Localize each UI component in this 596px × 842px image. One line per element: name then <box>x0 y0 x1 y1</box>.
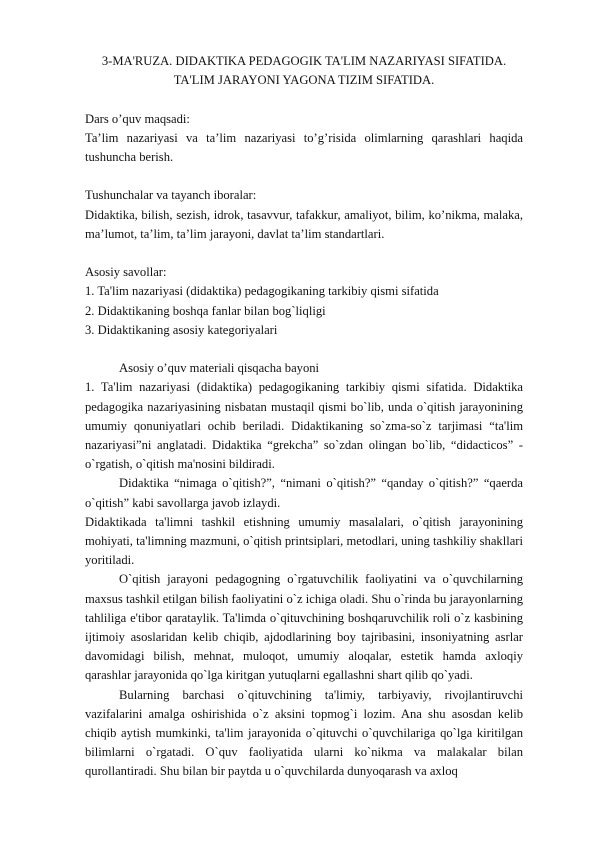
question-item: 1. Ta'lim nazariyasi (didaktika) pedagogikaning tarkibiy qismi sifatida <box>85 284 439 299</box>
material-heading: Asosiy o’quv materiali qisqacha bayoni <box>119 361 320 376</box>
material-paragraph: Didaktikada ta'limni tashkil etishning umumiy masalalari, o`qitish jarayonining mohiyati, ta'limning mazmuni, o`qitish printsiplari, metodlari, uning tashkiliy shakllari yoritiladi. <box>85 514 523 568</box>
terms-section <box>85 186 523 244</box>
material-section <box>85 359 523 781</box>
questions-heading: Asosiy savollar: <box>85 265 167 280</box>
document-page <box>85 52 523 782</box>
terms-text: Didaktika, bilish, sezish, idrok, tasavvur, tafakkur, amaliyot, bilim, ko’nikma, malaka, ma’lumot, ta’lim, ta’lim jarayoni, davlat ta’lim standartlari. <box>85 207 523 241</box>
goal-section <box>85 110 523 168</box>
title-line-2: TA'LIM JARAYONI YAGONA TIZIM SIFATIDA. <box>173 73 435 88</box>
terms-heading: Tushunchalar va tayanch iboralar: <box>85 188 257 203</box>
material-paragraph: Didaktika “nimaga o`qitish?”, “nimani o`qitish?” “qanday o`qitish?” “qaerda o`qitish” kabi savollarga javob izlaydi. <box>85 476 523 510</box>
document-title <box>85 52 523 90</box>
material-paragraph: 1. Ta'lim nazariyasi (didaktika) pedagogikaning tarkibiy qismi sifatida. Didaktika pedagogika nazariyasining nisbatan mustaqil qismi bo`lib, unda o`qitish jarayonining umumiy qonuniyatlari ochib beriladi. Didaktikaning so`zma-so`z tarjimasi “ta'lim nazariyasi”ni anglatadi. Didaktika “grekcha” so`zdan olingan bo`lib, “didacticos” - o`rgatish, o`qitish ma'nosini bildiradi. <box>85 380 523 472</box>
material-paragraph: Bularning barchasi o`qituvchining ta'limiy, tarbiyaviy, rivojlantiruvchi vazifalarini amalga oshirishida o`z aksini topmog`i lozim. Ana shu asosdan kelib chiqib aytish mumkinki, ta'lim jarayonida o`qituvchi o`quvchilariga qo`lga kiritilgan bilimlarni o`rgatadi. O`quv faoliyatida ularni ko`nikma va malakalar bilan qurollantiradi. Shu bilan bir paytda u o`quvchilarda dunyoqarash va axloq <box>85 687 523 779</box>
title-line-1: 3-MA'RUZA. DIDAKTIKA PEDAGOGIK TA'LIM NAZARIYASI SIFATIDA. <box>101 54 507 68</box>
goal-heading: Dars o’quv maqsadi: <box>85 111 190 126</box>
question-item: 2. Didaktikaning boshqa fanlar bilan bog`liqligi <box>85 303 326 318</box>
goal-text: Ta’lim nazariyasi va ta’lim nazariyasi to’g’risida olimlarning qarashlari haqida tushuncha berish. <box>85 130 523 164</box>
question-item: 3. Didaktikaning asosiy kategoriyalari <box>85 322 278 337</box>
material-paragraph: O`qitish jarayoni pedagogning o`rgatuvchilik faoliyatini va o`quvchilarning maxsus tashkil etilgan bilish faoliyatini o`z ichiga oladi. Shu o`rinda bu jarayonlarning tahliliga e'tibor qarataylik. Ta'limda o`qituvchining boshqaruvchilik roli o`z kasbining ijtimoiy asoslaridan kelib chiqib, ajdodlarining boy tajribasini, insoniyatning asrlar davomidagi bilish, mehnat, muloqot, umumiy aloqalar, estetik hamda axloqiy qarashlar jarayonida qo`lga kiritgan yutuqlarni egallashni shart qilib qo`yadi. <box>85 572 523 683</box>
questions-section <box>85 263 523 340</box>
